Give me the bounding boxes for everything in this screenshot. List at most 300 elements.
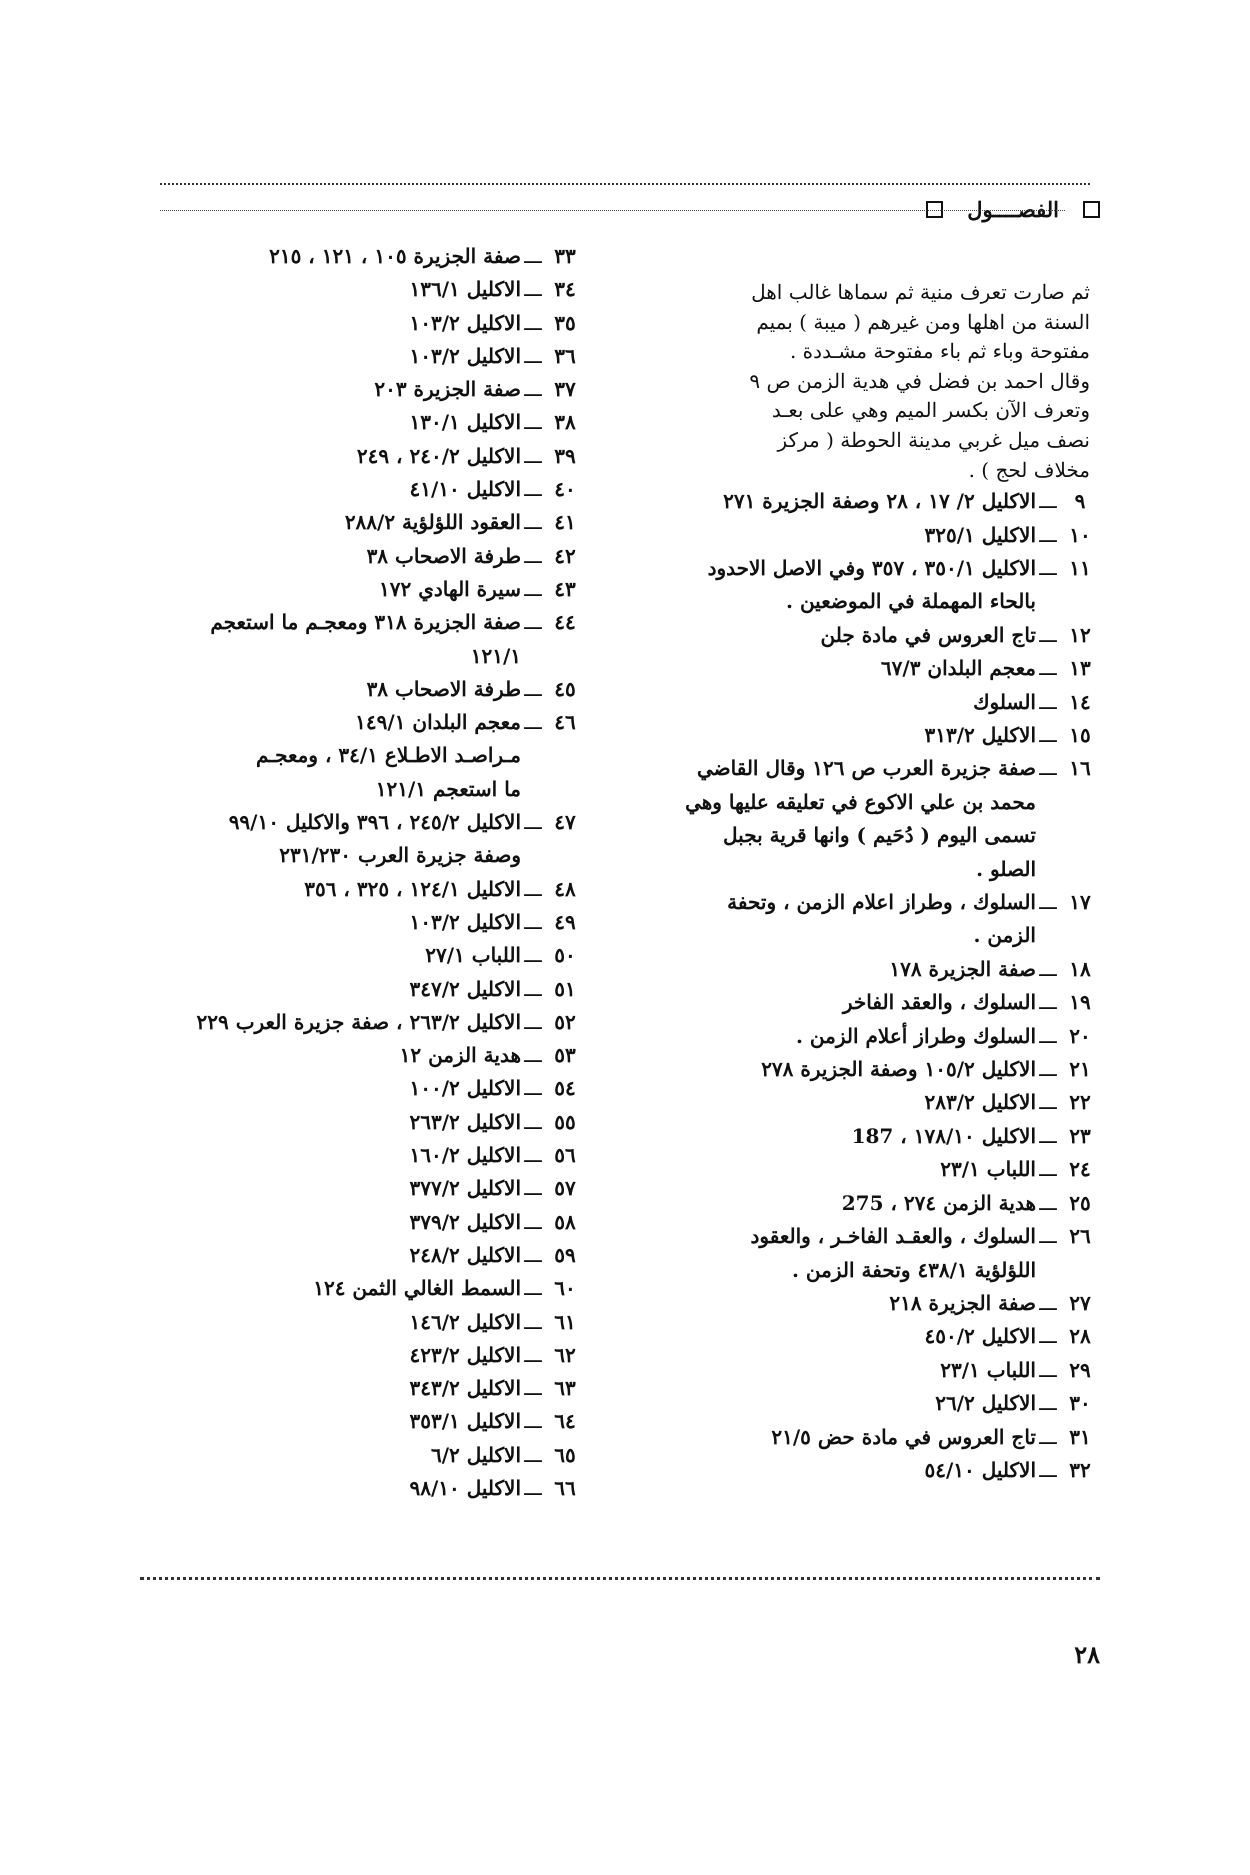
footnote-dash: ـــ — [524, 876, 542, 901]
footnote-dash: ـــ — [1039, 1190, 1057, 1215]
footnote-line: الاكليل ١٦٠/٢ — [409, 1143, 521, 1168]
footnote-entry — [115, 706, 585, 806]
footnote-dash: ـــ — [524, 909, 542, 934]
footnote-dash: ـــ — [524, 1475, 542, 1500]
footnote-dash: ـــ — [524, 410, 542, 435]
footnote-number: ٣٥ — [554, 310, 576, 335]
footnote-dash: ـــ — [1039, 956, 1057, 981]
footnote-line: الاكليل ٩٨/١٠ — [409, 1475, 521, 1500]
footnote-dash: ـــ — [1039, 689, 1057, 714]
footnote-line: سيرة الهادي ١٧٢ — [379, 576, 521, 601]
footnote-dash: ـــ — [524, 277, 542, 302]
footnote-line: اللباب ٢٣/١ — [940, 1357, 1036, 1382]
footnote-entry — [115, 1239, 585, 1272]
footnote-entry — [115, 1006, 585, 1039]
footnote-dash: ـــ — [524, 343, 542, 368]
footnote-text — [115, 1439, 521, 1472]
footnote-text — [115, 1039, 521, 1072]
footnote-entry — [115, 1439, 585, 1472]
footnote-entry — [645, 619, 1100, 652]
footnote-text — [115, 1172, 521, 1205]
footnote-entry — [645, 1454, 1100, 1487]
footnote-number: ٦٠ — [554, 1276, 576, 1301]
footnote-dash: ـــ — [524, 510, 542, 535]
footnote-line: الاكليل ٣٢٥/١ — [924, 522, 1036, 547]
footnote-entry — [645, 886, 1100, 953]
footnote-number: ٣٩ — [554, 443, 576, 468]
bottom-dotted-rule — [140, 1577, 1100, 1580]
footnote-line: الاكليل ٦/٢ — [430, 1442, 521, 1467]
footnote-dash: ـــ — [1039, 1457, 1057, 1482]
footnote-dash: ـــ — [524, 610, 542, 635]
footnote-number: ٣٢ — [1069, 1457, 1091, 1482]
footnote-line: العقود اللؤلؤية ٢٨٨/٢ — [344, 510, 521, 535]
footnote-line: الاكليل ٢٤٥/٢ ، ٣٩٦ والاكليل ٩٩/١٠ — [228, 810, 521, 835]
footnote-text — [115, 973, 521, 1006]
intro-line: مخلاف لحج ) . — [968, 457, 1090, 482]
footnote-line: الاكليل ٣٥٠/١ ، ٣٥٧ وفي الاصل الاحدود — [707, 555, 1036, 580]
footnote-dash: ـــ — [1039, 1157, 1057, 1182]
footnote-line: الاكليل ٢٤٨/٢ — [409, 1242, 521, 1267]
footnote-entry — [115, 273, 585, 306]
footnote-line: الاكليل ٤٥٠/٢ — [924, 1324, 1036, 1349]
footnote-line: الاكليل ٤١/١٠ — [409, 477, 521, 502]
footnote-line: الاكليل ١٢٤/١ ، ٣٢٥ ، ٣٥٦ — [304, 876, 521, 901]
footnote-entry — [115, 307, 585, 340]
footnote-dash: ـــ — [524, 1076, 542, 1101]
footnote-text — [115, 1072, 521, 1105]
footnote-dash: ـــ — [1039, 723, 1057, 747]
footnote-line: تاج العروس في مادة جلن — [820, 622, 1036, 647]
footnote-text — [645, 986, 1036, 1019]
footnote-entry — [645, 1086, 1100, 1119]
footnote-number: ٤٧ — [554, 810, 576, 835]
intro-line: وقال احمد بن فضل في هدية الزمن ص ٩ — [749, 368, 1090, 393]
footnote-dash: ـــ — [524, 576, 542, 601]
footnote-dash: ـــ — [524, 1342, 542, 1367]
footnote-number: ١٧ — [1069, 890, 1091, 915]
footnote-number: ٢٥ — [1069, 1190, 1091, 1215]
notes-list-left — [115, 240, 585, 1505]
footnote-number: ٣٠ — [1069, 1391, 1091, 1416]
footnote-entry — [115, 473, 585, 506]
footnote-dash: ـــ — [524, 1376, 542, 1401]
footnote-line: الاكليل ١٣٦/١ — [409, 277, 521, 302]
footnote-line: السلوك ، والعقـد الفاخـر ، والعقود — [750, 1224, 1036, 1249]
page-number: ٢٨ — [1074, 1640, 1100, 1669]
footnote-line: اللؤلؤية ٤٣٨/١ وتحفة الزمن . — [791, 1257, 1036, 1282]
footnote-line: السمط الغالي الثمن ١٢٤ — [313, 1276, 521, 1301]
footnote-entry — [115, 1206, 585, 1239]
footnote-number: ٣٨ — [554, 410, 576, 435]
footnote-dash: ـــ — [1039, 489, 1057, 514]
footnote-line: الاكليل ٢/ ١٧ ، ٢٨ وصفة الجزيرة ٢٧١ — [723, 489, 1036, 514]
footnote-text — [645, 652, 1036, 685]
footnote-line: الاكليل ١٠٠/٢ — [409, 1076, 521, 1101]
footnote-text — [645, 686, 1036, 719]
footnote-line: السلوك ، وطراز اعلام الزمن ، وتحفة — [727, 890, 1036, 915]
footnote-dash: ـــ — [1039, 522, 1057, 547]
footnote-number: ٤١ — [554, 510, 576, 535]
footnote-text — [115, 307, 521, 340]
footnote-line: هدية الزمن ١٢ — [399, 1043, 521, 1068]
footnote-entry — [115, 340, 585, 373]
footnote-line: الاكليل ١٣٠/١ — [409, 410, 521, 435]
footnote-dash: ـــ — [524, 1009, 542, 1034]
footnote-dash: ـــ — [1039, 1424, 1057, 1449]
footnote-text — [115, 1272, 521, 1305]
footnote-entry — [645, 1354, 1100, 1387]
notes-list-right — [645, 485, 1100, 1487]
footnote-dash: ـــ — [524, 676, 542, 701]
footnote-number: ٦٥ — [554, 1442, 576, 1467]
footnote-text — [645, 519, 1036, 552]
footnote-line: معجم البلدان ٦٧/٣ — [880, 656, 1036, 681]
footnote-entry — [115, 440, 585, 473]
footnote-text — [115, 939, 521, 972]
footnote-number: ٥٦ — [554, 1143, 576, 1168]
footnote-number: ٦٢ — [554, 1342, 576, 1367]
footnote-number: ٤٦ — [554, 710, 576, 735]
footnote-line: الاكليل ٢٨٣/٢ — [924, 1090, 1036, 1115]
footnote-line: اللباب ٢٣/١ — [940, 1157, 1036, 1182]
footnote-line: الاكليل ٥٤/١٠ — [924, 1457, 1036, 1482]
footnote-entry — [645, 1220, 1100, 1287]
footnote-text — [115, 1206, 521, 1239]
intro-line: السنة من اهلها ومن غيرهم ( ميبة ) بميم — [756, 309, 1090, 334]
header-title: الفصــــول — [967, 197, 1059, 222]
footnote-entry — [115, 373, 585, 406]
footnote-number: ٦١ — [554, 1309, 576, 1334]
footnote-dash: ـــ — [524, 477, 542, 502]
footnote-number: ٢٨ — [1069, 1324, 1091, 1349]
footnote-line: صفة الجزيرة ٢١٨ — [889, 1290, 1036, 1315]
footnote-line: تاج العروس في مادة حض ٢١/٥ — [771, 1424, 1036, 1449]
footnote-entry — [645, 1120, 1100, 1153]
footnote-entry — [115, 1372, 585, 1405]
footnote-line: الاكليل ٤٢٣/٢ — [409, 1342, 521, 1367]
footnote-text — [115, 406, 521, 439]
footnote-text — [645, 1387, 1036, 1420]
footnote-text — [115, 1306, 521, 1339]
footnote-number: ١٠ — [1069, 522, 1091, 547]
footnote-line: الاكليل ٢٦/٢ — [935, 1391, 1036, 1416]
footnote-text — [645, 1020, 1036, 1053]
footnote-text — [115, 240, 521, 273]
footnote-entry — [115, 606, 585, 673]
footnote-dash: ـــ — [524, 244, 542, 268]
footnote-line: السلوك وطراز أعلام الزمن . — [796, 1023, 1036, 1048]
footnote-text — [115, 506, 521, 539]
footnote-dash: ـــ — [524, 1043, 542, 1068]
footnote-entry — [115, 1405, 585, 1438]
footnote-number: ٢٠ — [1069, 1023, 1091, 1048]
footnote-number: ٤٢ — [554, 543, 576, 568]
footnote-number: ٦٤ — [554, 1409, 576, 1434]
footnote-line: الاكليل ٣١٣/٢ — [924, 723, 1036, 747]
footnote-dash: ـــ — [1039, 1357, 1057, 1382]
footnote-text — [115, 706, 521, 806]
footnote-text — [115, 1239, 521, 1272]
footnote-text — [115, 473, 521, 506]
footnote-entry — [115, 806, 585, 873]
footnote-text — [115, 806, 521, 873]
footnote-line: وصفة جزيرة العرب ٢٣١/٢٣٠ — [279, 843, 521, 868]
footnote-entry — [115, 1306, 585, 1339]
footnote-line: معجم البلدان ١٤٩/١ — [355, 710, 521, 735]
intro-line: مفتوحة وباء ثم باء مفتوحة مشـددة . — [789, 339, 1090, 364]
footnote-entry — [115, 873, 585, 906]
footnote-dash: ـــ — [524, 1176, 542, 1201]
footnote-text — [645, 719, 1036, 752]
footnote-text — [645, 1187, 1036, 1220]
footnote-text — [645, 1086, 1036, 1119]
footnote-entry — [115, 540, 585, 573]
footnote-entry — [645, 1153, 1100, 1186]
footnote-dash: ـــ — [1039, 1123, 1057, 1148]
footnote-dash: ـــ — [524, 710, 542, 735]
footnote-number: ١٤ — [1069, 689, 1091, 714]
footnote-line: الاكليل ٣٧٧/٢ — [409, 1176, 521, 1201]
footnote-dash: ـــ — [524, 1276, 542, 1301]
footnote-dash: ـــ — [524, 1242, 542, 1267]
footnote-text — [645, 1287, 1036, 1320]
footnote-number: ٢٧ — [1069, 1290, 1091, 1315]
intro-paragraph — [645, 278, 1100, 485]
footnote-text — [115, 606, 521, 673]
footnote-text — [645, 1421, 1036, 1454]
footnote-number: ١٢ — [1069, 622, 1091, 647]
footnote-dash: ـــ — [1039, 555, 1057, 580]
footnote-dash: ـــ — [1039, 622, 1057, 647]
footnote-dash: ـــ — [1039, 890, 1057, 915]
footnote-entry — [115, 973, 585, 1006]
footnote-text — [115, 873, 521, 906]
footnote-line: الصلو . — [976, 856, 1036, 881]
footnote-entry — [645, 752, 1100, 886]
footnote-entry — [645, 1020, 1100, 1053]
footnote-number: ٤٠ — [554, 477, 576, 502]
footnote-line: الاكليل ١٧٨/١٠ ، 187 — [851, 1123, 1036, 1148]
footnote-number: ٣١ — [1069, 1424, 1091, 1449]
footnote-line: بالحاء المهملة في الموضعين . — [786, 589, 1036, 614]
footnote-dash: ـــ — [1039, 1290, 1057, 1315]
footnote-entry — [115, 1339, 585, 1372]
top-dotted-rule — [160, 183, 1090, 185]
footnote-dash: ـــ — [524, 1209, 542, 1234]
footnote-entry — [115, 1072, 585, 1105]
footnote-line: صفة الجزيرة ٢٠٣ — [374, 377, 521, 402]
footnote-number: ٤٣ — [554, 576, 576, 601]
footnote-line: السلوك ، والعقد الفاخر — [842, 990, 1036, 1015]
footnote-line: ١٢١/١ — [470, 643, 521, 668]
footnote-entry — [115, 506, 585, 539]
footnote-entry — [645, 986, 1100, 1019]
footnote-text — [645, 752, 1036, 886]
footnote-text — [645, 1454, 1036, 1487]
footnote-number: ٥٥ — [554, 1109, 576, 1134]
footnote-text — [645, 1120, 1036, 1153]
footnote-text — [115, 540, 521, 573]
footnote-dash: ـــ — [524, 310, 542, 335]
footnote-dash: ـــ — [524, 1409, 542, 1434]
footnote-entry — [115, 1172, 585, 1205]
footnote-line: صفة جزيرة العرب ص ١٢٦ وقال القاضي — [696, 756, 1036, 781]
footnote-number: ٣٧ — [554, 377, 576, 402]
footnote-text — [645, 1320, 1036, 1353]
footnote-dash: ـــ — [524, 1143, 542, 1168]
footnote-line: الاكليل ٢٦٣/٢ — [409, 1109, 521, 1134]
footnote-line: الاكليل ١٠٣/٢ — [409, 909, 521, 934]
footnote-dash: ـــ — [1039, 1391, 1057, 1416]
footnote-entry — [115, 1139, 585, 1172]
footnote-dash: ـــ — [1039, 1023, 1057, 1048]
footnote-line: هدية الزمن ٢٧٤ ، 275 — [841, 1190, 1036, 1215]
footnote-entry — [115, 573, 585, 606]
footnote-line: الاكليل ٢٤٠/٢ ، ٢٤٩ — [356, 443, 521, 468]
footnote-entry — [645, 719, 1100, 752]
footnote-line: صفة الجزيرة ١٠٥ ، ١٢١ ، ٢١٥ — [269, 244, 521, 268]
footnote-line: الاكليل ٣٤٣/٢ — [409, 1376, 521, 1401]
footnote-number: ٣٦ — [554, 343, 576, 368]
footnote-line: تسمى اليوم ( دُحَيم ) وانها قرية بجبل — [723, 823, 1036, 848]
footnote-dash: ـــ — [1039, 1324, 1057, 1349]
header-dotted-rule — [160, 210, 1065, 211]
footnote-line: صفة الجزيرة ١٧٨ — [889, 956, 1036, 981]
footnote-number: ٥٩ — [554, 1242, 576, 1267]
intro-line: نصف ميل غربي مدينة الحوطة ( مركز — [777, 427, 1090, 452]
footnote-dash: ـــ — [524, 1442, 542, 1467]
intro-line: ثم صارت تعرف منية ثم سماها غالب اهل — [751, 280, 1090, 304]
header-box-icon — [1083, 201, 1100, 218]
footnote-line: مـراصـد الاطـلاع ٣٤/١ ، ومعجـم — [255, 743, 521, 768]
footnote-dash: ـــ — [524, 943, 542, 968]
footnote-text — [115, 1372, 521, 1405]
footnote-text — [645, 1220, 1036, 1287]
intro-line: وتعرف الآن بكسر الميم وهي على بعـد — [771, 398, 1090, 423]
footnote-dash: ـــ — [524, 377, 542, 402]
footnote-number: ٥٧ — [554, 1176, 576, 1201]
footnote-line: السلوك — [973, 689, 1036, 714]
footnote-entry — [645, 652, 1100, 685]
footnote-number: ٣٣ — [554, 244, 576, 268]
footnote-entry — [115, 1039, 585, 1072]
footnote-number: ٦٣ — [554, 1376, 576, 1401]
footnote-number: ٤٨ — [554, 876, 576, 901]
footnote-text — [645, 485, 1036, 518]
footnote-number: ٤٤ — [554, 610, 576, 635]
footnote-dash: ـــ — [1039, 1224, 1057, 1249]
footnote-line: الاكليل ١٤٦/٢ — [409, 1309, 521, 1334]
footnote-line: الاكليل ٣٧٩/٢ — [409, 1209, 521, 1234]
footnote-entry — [115, 1106, 585, 1139]
footnote-line: محمد بن علي الاكوع في تعليقه عليها وهي — [685, 789, 1036, 814]
footnote-text — [115, 340, 521, 373]
footnote-number: ٥٣ — [554, 1043, 576, 1068]
footnote-line: الزمن . — [973, 923, 1036, 948]
footnote-text — [645, 1153, 1036, 1186]
footnote-entry — [115, 1472, 585, 1505]
footnote-text — [115, 1139, 521, 1172]
footnote-number: ١٨ — [1069, 956, 1091, 981]
footnote-line: اللباب ٢٧/١ — [425, 943, 521, 968]
footnote-text — [115, 1006, 521, 1039]
footnote-number: ٩ — [1074, 489, 1086, 514]
footnote-text — [115, 1405, 521, 1438]
footnote-entry — [115, 939, 585, 972]
footnote-text — [645, 1354, 1036, 1387]
footnote-text — [645, 953, 1036, 986]
footnote-entry — [645, 519, 1100, 552]
footnote-line: الاكليل ٣٤٧/٢ — [409, 976, 521, 1001]
footnote-text — [115, 1472, 521, 1505]
footnote-line: صفة الجزيرة ٣١٨ ومعجـم ما استعجم — [210, 610, 521, 635]
footnote-number: ٤٥ — [554, 676, 576, 701]
footnote-entry — [115, 673, 585, 706]
footnote-text — [115, 273, 521, 306]
footnote-dash: ـــ — [1039, 990, 1057, 1015]
footnote-number: ٥٨ — [554, 1209, 576, 1234]
footnote-entry — [645, 1421, 1100, 1454]
footnote-number: ٥٢ — [554, 1009, 576, 1034]
footnote-number: ١٩ — [1069, 990, 1091, 1015]
footnote-line: طرفة الاصحاب ٣٨ — [366, 543, 521, 568]
footnote-number: ٥٤ — [554, 1076, 576, 1101]
footnote-number: ٤٩ — [554, 909, 576, 934]
footnote-entry — [645, 686, 1100, 719]
footnote-number: ١١ — [1069, 555, 1091, 580]
footnote-text — [645, 619, 1036, 652]
footnote-text — [115, 440, 521, 473]
footnote-dash: ـــ — [1039, 1057, 1057, 1082]
footnote-number: ٥٠ — [554, 943, 576, 968]
footnote-number: ٣٤ — [554, 277, 576, 302]
footnote-number: ٢٩ — [1069, 1357, 1091, 1382]
footnote-number: ٢١ — [1069, 1057, 1091, 1082]
footnote-text — [115, 573, 521, 606]
footnote-number: ١٥ — [1069, 723, 1091, 747]
footnote-dash: ـــ — [524, 810, 542, 835]
footnote-line: الاكليل ٣٥٣/١ — [409, 1409, 521, 1434]
footnote-line: الاكليل ١٠٥/٢ وصفة الجزيرة ٢٧٨ — [761, 1057, 1036, 1082]
footnote-line: الاكليل ١٠٣/٢ — [409, 343, 521, 368]
footnote-number: ٢٣ — [1069, 1123, 1091, 1148]
footnote-text — [115, 1106, 521, 1139]
footnote-entry — [115, 406, 585, 439]
right-column — [645, 278, 1100, 1487]
footnote-entry — [115, 906, 585, 939]
footnote-dash: ـــ — [1039, 656, 1057, 681]
footnote-entry — [645, 953, 1100, 986]
footnote-entry — [645, 485, 1100, 518]
footnote-dash: ـــ — [524, 543, 542, 568]
footnote-number: ٥١ — [554, 976, 576, 1001]
footnote-text — [115, 373, 521, 406]
footnote-entry — [645, 1053, 1100, 1086]
footnote-number: ٦٦ — [554, 1475, 576, 1500]
footnote-dash: ـــ — [524, 1309, 542, 1334]
footnote-dash: ـــ — [1039, 1090, 1057, 1115]
footnote-entry — [115, 1272, 585, 1305]
footnote-entry — [645, 1387, 1100, 1420]
footnote-number: ٢٤ — [1069, 1157, 1091, 1182]
footnote-text — [645, 1053, 1036, 1086]
footnote-entry — [645, 1287, 1100, 1320]
footnote-entry — [645, 1320, 1100, 1353]
footnote-dash: ـــ — [524, 976, 542, 1001]
footnote-number: ١٦ — [1069, 756, 1091, 781]
footnote-dash: ـــ — [524, 1109, 542, 1134]
